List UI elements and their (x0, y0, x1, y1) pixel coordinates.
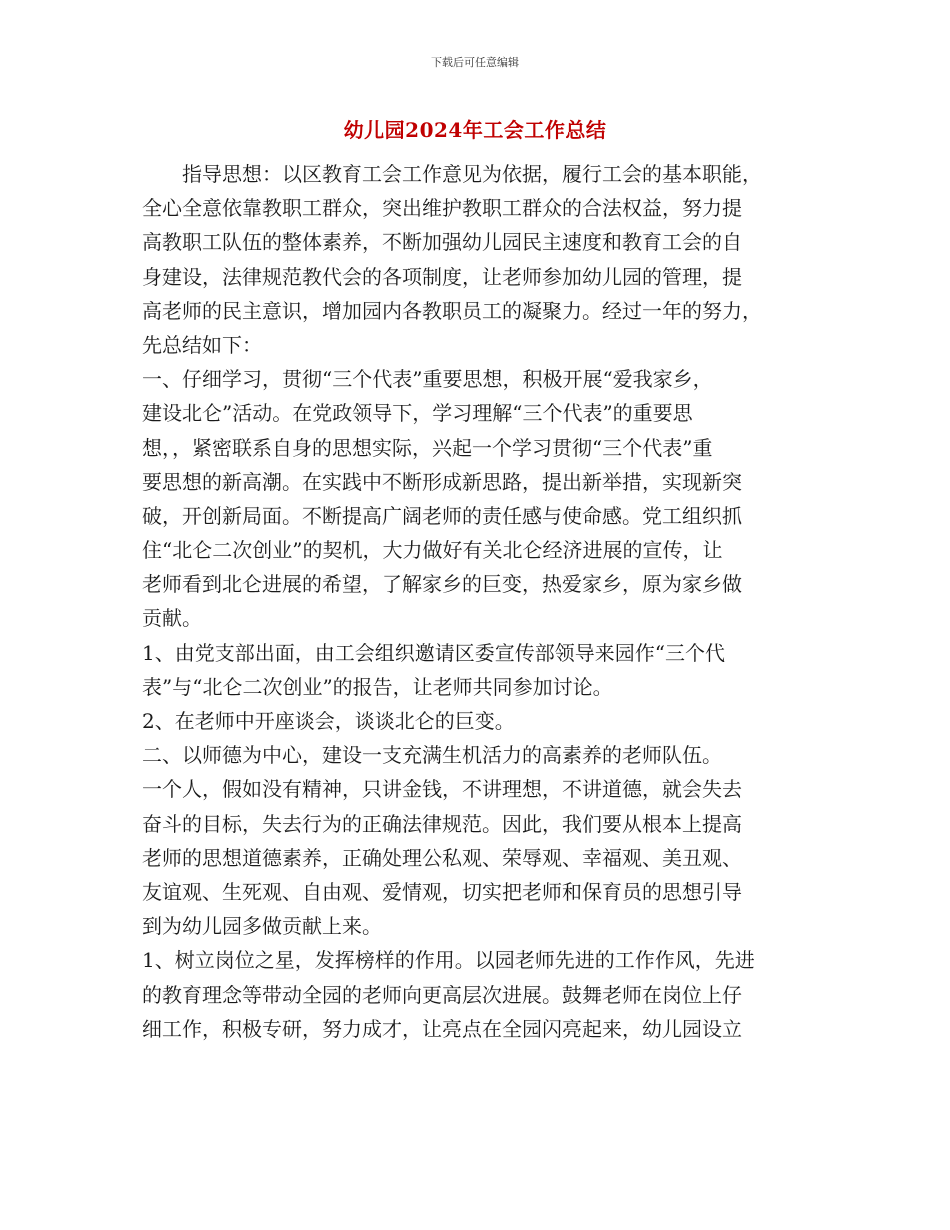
document-body (142, 157, 807, 1046)
body-line: 老师看到北仑进展的希望，了解家乡的巨变，热爱家乡，原为家乡做 (142, 572, 742, 597)
body-line: 破，开创新局面。不断提高广阔老师的责任感与使命感。党工组织抓 (142, 503, 742, 528)
body-line: 表”与“北仑二次创业”的报告，让老师共同参加讨论。 (142, 674, 613, 699)
document-title: 幼儿园2024年工会工作总结 (343, 118, 607, 142)
body-line: 住“北仑二次创业”的契机，大力做好有关北仑经济进展的宣传，让 (142, 538, 723, 563)
body-line: 要思想的新高潮。在实践中不断形成新思路，提出新举措，实现新突 (142, 469, 742, 494)
body-line: 奋斗的目标，失去行为的正确法律规范。因此，我们要从根本上提高 (142, 811, 742, 836)
body-line: 一、仔细学习，贯彻“三个代表”重要思想，积极开展“爱我家乡， (142, 367, 713, 392)
body-line: 细工作，积极专研，努力成才，让亮点在全园闪亮起来，幼儿园设立 (142, 1016, 742, 1041)
body-line: 全心全意依靠教职工群众，突出维护教职工群众的合法权益，努力提 (142, 196, 742, 221)
body-line: 到为幼儿园多做贡献上来。 (142, 914, 382, 939)
body-line: 1、由党支部出面，由工会组织邀请区委宣传部领导来园作“三个代 (142, 640, 725, 665)
body-line: 友谊观、生死观、自由观、爱情观，切实把老师和保育员的思想引导 (142, 879, 742, 904)
body-line: 先总结如下： (142, 332, 262, 357)
body-line: 的教育理念等带动全园的老师向更高层次进展。鼓舞老师在岗位上仔 (142, 982, 742, 1007)
body-line: 二、以师德为中心，建设一支充满生机活力的高素养的老师队伍。 (142, 743, 722, 768)
body-line: 指导思想：以区教育工会工作意见为依据，履行工会的基本职能， (142, 162, 762, 186)
body-line: 2、在老师中开座谈会，谈谈北仑的巨变。 (142, 709, 515, 733)
body-line: 贡献。 (142, 606, 202, 631)
body-line: 建设北仑”活动。在党政领导下，学习理解“三个代表”的重要思 (142, 401, 693, 426)
body-line: 想，，紧密联系自身的思想实际，兴起一个学习贯彻“三个代表”重 (142, 435, 713, 460)
body-line: 高老师的民主意识，增加园内各教职员工的凝聚力。经过一年的努力， (142, 298, 762, 323)
body-line: 老师的思想道德素养，正确处理公私观、荣辱观、幸福观、美丑观、 (142, 845, 742, 870)
body-line: 身建设，法律规范教代会的各项制度，让老师参加幼儿园的管理，提 (142, 264, 742, 289)
page-header: 下载后可任意编辑 (431, 56, 519, 69)
body-line: 一个人，假如没有精神，只讲金钱，不讲理想，不讲道德，就会失去 (142, 777, 742, 802)
body-line: 高教职工队伍的整体素养，不断加强幼儿园民主速度和教育工会的自 (142, 230, 742, 255)
body-line: 1、树立岗位之星，发挥榜样的作用。以园老师先进的工作作风，先进 (142, 948, 755, 973)
